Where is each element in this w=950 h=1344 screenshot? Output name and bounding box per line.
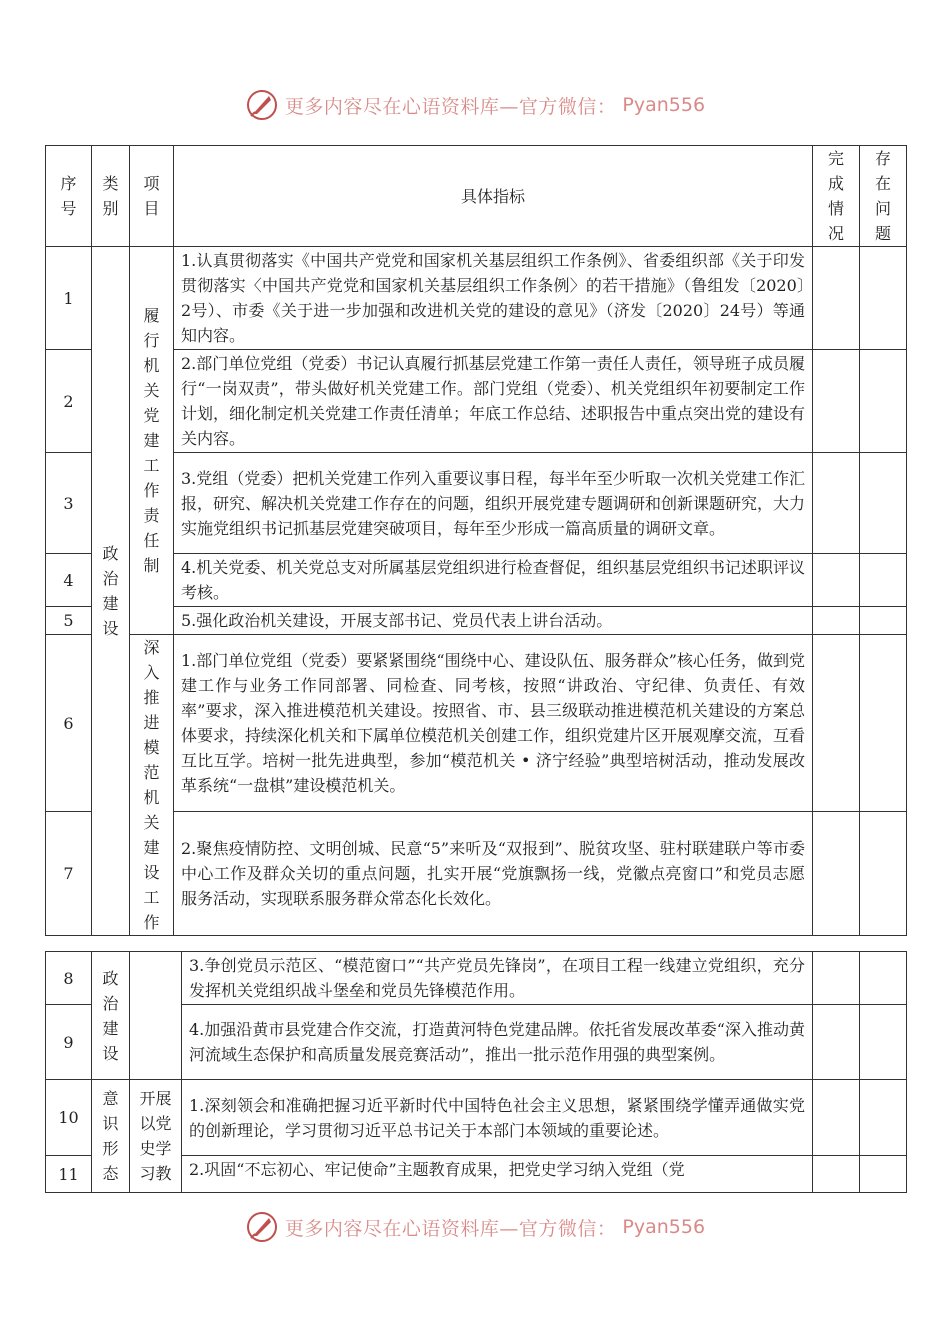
completion-cell[interactable] (813, 350, 860, 453)
problems-cell[interactable] (860, 635, 907, 812)
problems-cell[interactable] (860, 247, 907, 350)
completion-cell[interactable] (813, 812, 860, 936)
watermark-code: Pyan556 (622, 94, 706, 116)
completion-cell[interactable] (813, 453, 860, 554)
completion-cell[interactable] (813, 635, 860, 812)
table-row (46, 952, 907, 1005)
problems-cell[interactable] (860, 554, 907, 607)
completion-cell[interactable] (813, 554, 860, 607)
table-row (46, 554, 907, 607)
watermark-code: Pyan556 (622, 1216, 706, 1238)
indicator-table-2 (45, 951, 907, 1193)
completion-cell[interactable] (813, 1005, 860, 1080)
problems-cell[interactable] (860, 952, 907, 1005)
table-row (46, 453, 907, 554)
indicator-text: 1.部门单位党组（党委）要紧紧围绕“围绕中心、建设队伍、服务群众”核心任务，做到党建工作与业务工作同部署、同检查、同考核，按照“讲政治、守纪律、负责任、有效率”要求，深入推进模范机关建设。按照省、市、县三级联动推进模范机关建设的方案总体要求，持续深化机关和下属单位模范机关创建工作，组织党建片区开展观摩交流，互看互比互学。培树一批先进典型，参加“模范机关 • 济宁经验”典型培树活动，推动发展改革系统“一盘棋”建设模范机关。 (174, 635, 813, 812)
completion-cell[interactable] (813, 607, 860, 635)
indicator-text: 5.强化政治机关建设，开展支部书记、党员代表上讲台活动。 (174, 607, 813, 635)
row-number: 3 (46, 453, 92, 554)
indicator-text: 1.深刻领会和准确把握习近平新时代中国特色社会主义思想，紧紧围绕学懂弄通做实党的创新理论，学习贯彻习近平总书记关于本部门本领域的重要论述。 (182, 1080, 813, 1156)
header-problems: 存在问题 (860, 146, 907, 247)
completion-cell[interactable] (813, 1080, 860, 1156)
table-row (46, 247, 907, 350)
row-number: 1 (46, 247, 92, 350)
table-row (46, 607, 907, 635)
project-cell: 开展以党史学习教 (130, 1080, 182, 1193)
completion-cell[interactable] (813, 247, 860, 350)
watermark-text: 更多内容尽在心语资料库—官方微信： (284, 1217, 617, 1240)
indicator-text: 2.聚焦疫情防控、文明创城、民意“5”来听及“双报到”、脱贫攻坚、驻村联建联户等市委中心工作及群众关切的重点问题，扎实开展“党旗飘扬一线，党徽点亮窗口”和党员志愿服务活动，实现联系服务群众常态化长效化。 (174, 812, 813, 936)
project-cell: 履行机关党建工作责任制 (130, 247, 174, 635)
completion-cell[interactable] (813, 952, 860, 1005)
indicator-table-1 (45, 145, 907, 936)
quill-logo-icon (245, 88, 279, 122)
row-number: 7 (46, 812, 92, 936)
table-row (46, 812, 907, 936)
indicator-text: 3.党组（党委）把机关党建工作列入重要议事日程，每半年至少听取一次机关党建工作汇报，研究、解决机关党建工作存在的问题，组织开展党建专题调研和创新课题研究，大力实施党组织书记抓基层党建突破项目，每年至少形成一篇高质量的调研文章。 (174, 453, 813, 554)
problems-cell[interactable] (860, 1005, 907, 1080)
row-number: 8 (46, 952, 92, 1005)
header-seq: 序号 (46, 146, 92, 247)
problems-cell[interactable] (860, 607, 907, 635)
category-cell: 政治建设 (92, 952, 130, 1080)
header-item: 项目 (130, 146, 174, 247)
problems-cell[interactable] (860, 350, 907, 453)
problems-cell[interactable] (860, 1156, 907, 1193)
row-number: 2 (46, 350, 92, 453)
project-cell-empty (130, 952, 182, 1080)
header-row (46, 146, 907, 247)
problems-cell[interactable] (860, 812, 907, 936)
project-cell: 深入推进模范机关建设工作 (130, 635, 174, 936)
row-number: 11 (46, 1156, 92, 1193)
row-number: 4 (46, 554, 92, 607)
indicator-text: 4.机关党委、机关党总支对所属基层党组织进行检查督促，组织基层党组织书记述职评议考核。 (174, 554, 813, 607)
indicator-text: 2.巩固“不忘初心、牢记使命”主题教育成果，把党史学习纳入党组（党 (182, 1156, 813, 1193)
indicator-text: 1.认真贯彻落实《中国共产党党和国家机关基层组织工作条例》、省委组织部《关于印发贯彻落实〈中国共产党党和国家机关基层组织工作条例〉的若干措施》（鲁组发〔2020〕2号）、市委《关于进一步加强和改进机关党的建设的意见》（济发〔2020〕24号）等通知内容。 (174, 247, 813, 350)
watermark-top (0, 88, 950, 128)
watermark-text: 更多内容尽在心语资料库—官方微信： (284, 95, 617, 118)
indicator-text: 2.部门单位党组（党委）书记认真履行抓基层党建工作第一责任人责任，领导班子成员履行“一岗双责”，带头做好机关党建工作。部门党组（党委）、机关党组织年初要制定工作计划，细化制定机关党建工作责任清单；年底工作总结、述职报告中重点突出党的建设有关内容。 (174, 350, 813, 453)
indicator-text: 3.争创党员示范区、“模范窗口”“共产党员先锋岗”，在项目工程一线建立党组织，充分发挥机关党组织战斗堡垒和党员先锋模范作用。 (182, 952, 813, 1005)
table-row (46, 350, 907, 453)
category-cell: 意识形态 (92, 1080, 130, 1193)
header-completion: 完成情况 (813, 146, 860, 247)
indicator-text: 4.加强沿黄市县党建合作交流，打造黄河特色党建品牌。依托省发展改革委“深入推动黄河流域生态保护和高质量发展竞赛活动”，推出一批示范作用强的典型案例。 (182, 1005, 813, 1080)
problems-cell[interactable] (860, 1080, 907, 1156)
quill-logo-icon (245, 1210, 279, 1244)
row-number: 5 (46, 607, 92, 635)
table-row (46, 1080, 907, 1156)
watermark-bottom (0, 1210, 950, 1250)
header-indicator: 具体指标 (174, 146, 813, 247)
row-number: 9 (46, 1005, 92, 1080)
completion-cell[interactable] (813, 1156, 860, 1193)
problems-cell[interactable] (860, 453, 907, 554)
header-category: 类别 (92, 146, 130, 247)
table-row (46, 635, 907, 812)
category-cell: 政治建设 (92, 247, 130, 936)
row-number: 6 (46, 635, 92, 812)
row-number: 10 (46, 1080, 92, 1156)
